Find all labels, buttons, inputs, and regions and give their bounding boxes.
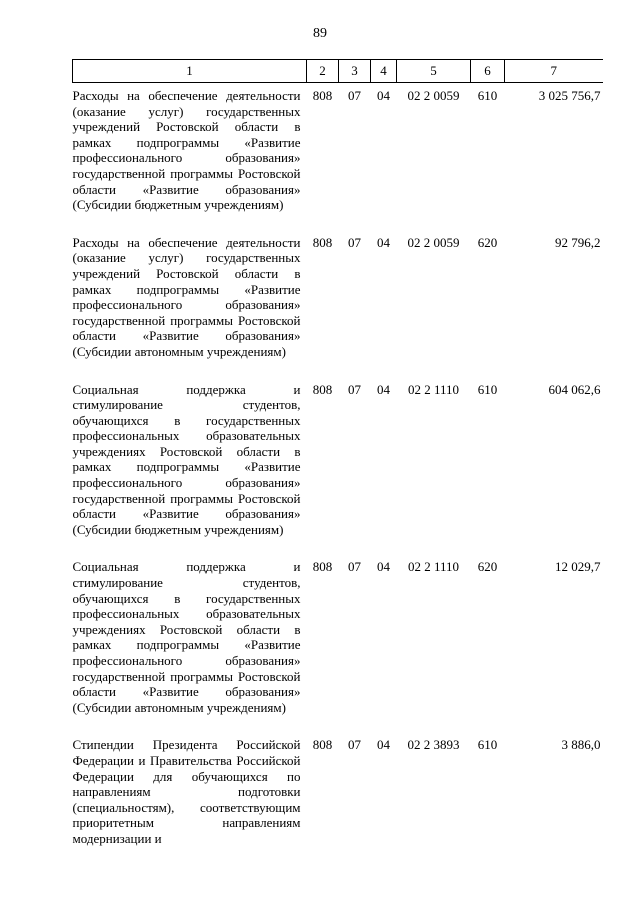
row-expense-type: 620 xyxy=(477,234,498,250)
row-ministry-code: 808 xyxy=(312,381,333,397)
table-header-row xyxy=(73,60,603,83)
row-expense-type: 610 xyxy=(477,737,498,753)
row-section-code: 07 xyxy=(348,234,361,250)
row-amount: 12 029,7 xyxy=(555,559,601,575)
row-ministry-code: 808 xyxy=(312,234,333,250)
row-description: Социальная поддержка и стимулирование студентов, обучающихся в государственных профессиональных образовательных учреждениях Ростовской области в рамках подпрограммы «Развитие профессионального образования» государственной программы Ростовской области «Развитие образования» (Субсидии бюджетным учреждениям) xyxy=(72,381,301,537)
header-col-6: 6 xyxy=(471,60,505,83)
row-subsection-code: 04 xyxy=(377,88,390,103)
row-ministry-code: 808 xyxy=(312,559,333,575)
header-col-3: 3 xyxy=(339,60,371,83)
row-amount: 604 062,6 xyxy=(548,381,601,397)
row-section-code: 07 xyxy=(348,737,361,753)
row-target-article: 02 2 1110 xyxy=(407,559,460,575)
row-expense-type: 620 xyxy=(477,559,498,575)
header-col-1: 1 xyxy=(73,60,307,83)
table-row xyxy=(73,230,603,377)
row-expense-type: 610 xyxy=(477,88,498,103)
row-amount: 92 796,2 xyxy=(555,234,601,250)
row-section-code: 07 xyxy=(348,88,361,103)
header-col-2: 2 xyxy=(307,60,339,83)
row-target-article: 02 2 0059 xyxy=(407,88,460,103)
row-expense-type: 610 xyxy=(477,381,498,397)
row-section-code: 07 xyxy=(348,381,361,397)
row-description: Расходы на обеспечение деятельности (оказание услуг) государственных учреждений Ростовской области в рамках подпрограммы «Развитие профессионального образования» государственной программы Ростовской области «Развитие образования» (Субсидии автономным учреждениям) xyxy=(72,234,301,359)
row-subsection-code: 04 xyxy=(377,381,390,397)
row-subsection-code: 04 xyxy=(377,559,390,575)
row-section-code: 07 xyxy=(348,559,361,575)
row-ministry-code: 808 xyxy=(312,88,333,103)
row-target-article: 02 2 1110 xyxy=(407,381,460,397)
header-col-7: 7 xyxy=(505,60,603,83)
row-ministry-code: 808 xyxy=(312,737,333,753)
row-description: Стипендии Президента Российской Федерации и Правительства Российской Федерации для обучающихся по направлениям подготовки (специальностям), соответствующим приоритетным направлениям модернизации и xyxy=(72,737,301,846)
table-row xyxy=(73,732,603,863)
budget-table xyxy=(72,59,603,864)
row-amount: 3 886,0 xyxy=(561,737,601,753)
header-col-5: 5 xyxy=(397,60,471,83)
table-row xyxy=(73,83,603,230)
row-amount: 3 025 756,7 xyxy=(538,88,601,103)
table-row xyxy=(73,377,603,555)
row-description: Расходы на обеспечение деятельности (оказание услуг) государственных учреждений Ростовской области в рамках подпрограммы «Развитие профессионального образования» государственной программы Ростовской области «Развитие образования» (Субсидии бюджетным учреждениям) xyxy=(72,88,301,213)
header-col-4: 4 xyxy=(371,60,397,83)
row-description: Социальная поддержка и стимулирование студентов, обучающихся в государственных профессиональных образовательных учреждениях Ростовской области в рамках подпрограммы «Развитие профессионального образования» государственной программы Ростовской области «Развитие образования» (Субсидии автономным учреждениям) xyxy=(72,559,301,715)
table-row xyxy=(73,554,603,732)
page-number: 89 xyxy=(313,26,327,41)
row-subsection-code: 04 xyxy=(377,234,390,250)
row-target-article: 02 2 3893 xyxy=(407,737,460,753)
row-target-article: 02 2 0059 xyxy=(407,234,460,250)
row-subsection-code: 04 xyxy=(377,737,390,753)
